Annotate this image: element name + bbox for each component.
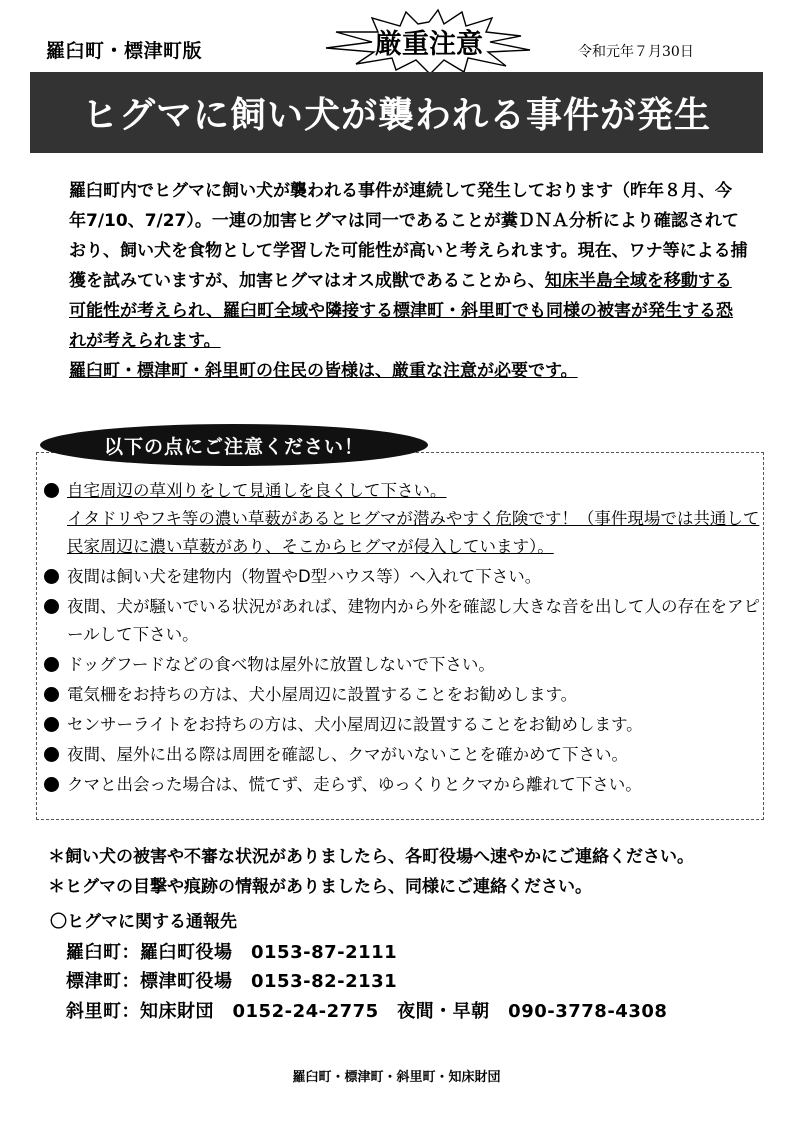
list-item [42,563,760,591]
list-item [42,681,760,709]
notice-heading-pill [40,424,428,466]
bullet-icon [44,747,59,762]
list-item-text: 夜間は飼い犬を建物内（物置やD型ハウス等）へ入れて下さい。 [67,567,542,586]
list-item-text: センサーライトをお持ちの方は、犬小屋周辺に設置することをお勧めします。 [67,715,643,734]
list-item [42,711,760,739]
warning-label: 厳重注意 [375,28,483,60]
list-item [42,741,760,769]
list-item-text: 自宅周辺の草刈りをして見通しを良くして下さい。 [67,481,447,500]
list-item-text: 電気柵をお持ちの方は、犬小屋周辺に設置することをお勧めします。 [67,685,578,704]
intro-underlined-text: 知床半島全域を移動する可能性が考えられ、羅臼町全域や隣接する標津町・斜里町でも同様の被害が発生する恐れが考えられます。 [69,271,734,351]
issue-date: 令和元年７月30日 [578,44,694,60]
bullet-icon [44,483,59,498]
intro-paragraph [52,176,748,386]
bullet-icon [44,717,59,732]
headline: ヒグマに飼い犬が襲われる事件が発生 [81,95,711,136]
bullet-icon [44,599,59,614]
list-item-text: 夜間、屋外に出る際は周囲を確認し、クマがいないことを確かめて下さい。 [67,745,628,764]
contact-shari: 斜里町：知床財団 0152-24-2775 夜間・早朝 090-3778-4308 [66,1001,668,1022]
contact-rausu: 羅臼町：羅臼町役場 0153-87-2111 [66,942,398,963]
list-item-text: クマと出会った場合は、慌てず、走らず、ゆっくりとクマから離れて下さい。 [67,775,642,794]
bullet-icon [44,569,59,584]
contact-shibetsu: 標津町：標津町役場 0153-82-2131 [66,971,398,992]
list-item [42,771,760,799]
list-item-text: 夜間、犬が騒いでいる状況があれば、建物内から外を確認し大きな音を出して人の存在をアピールして下さい。 [67,597,760,644]
notice-heading: 以下の点にご注意ください！ [103,435,364,458]
list-item-text: ドッグフードなどの食べ物は屋外に放置しないで下さい。 [67,655,495,674]
headline-banner [30,72,763,153]
list-item-text: イタドリやフキ等の濃い草薮があるとヒグマが潜みやすく危険です！（事件現場では共通して民家周辺に濃い草薮があり、そこからヒグマが侵入しています）。 [67,509,760,556]
contact-title: 〇ヒグマに関する通報先 [50,912,237,932]
intro-warning-text: 羅臼町・標津町・斜里町の住民の皆様は、厳重な注意が必要です。 [69,361,578,381]
sighting-note: ＊ヒグマの目撃や痕跡の情報がありましたら、同様にご連絡ください。 [48,877,592,897]
footer-organizations: 羅臼町・標津町・斜里町・知床財団 [292,1070,501,1085]
intro-text: 羅臼町内でヒグマに飼い犬が襲われる事件が連続して発生しております（昨年８月、今年7/10、7/27）。一連の加害ヒグマは同一であることが糞ＤＮＡ分析により確認されており、飼い犬を食物として学習した可能性が高いと考えられます。現在、ワナ等による捕獲を試みていますが、加害ヒグマはオス成獣であることから、 [69,181,748,291]
contact-note: ＊飼い犬の被害や不審な状況がありましたら、各町役場へ速やかにご連絡ください。 [48,847,694,867]
bullet-icon [44,777,59,792]
bullet-icon [44,657,59,672]
edition-label: 羅臼町・標津町版 [46,40,203,62]
list-item [42,593,760,649]
list-item [42,477,760,561]
bullet-icon [44,687,59,702]
notice-list [42,477,760,799]
list-item [42,651,760,679]
